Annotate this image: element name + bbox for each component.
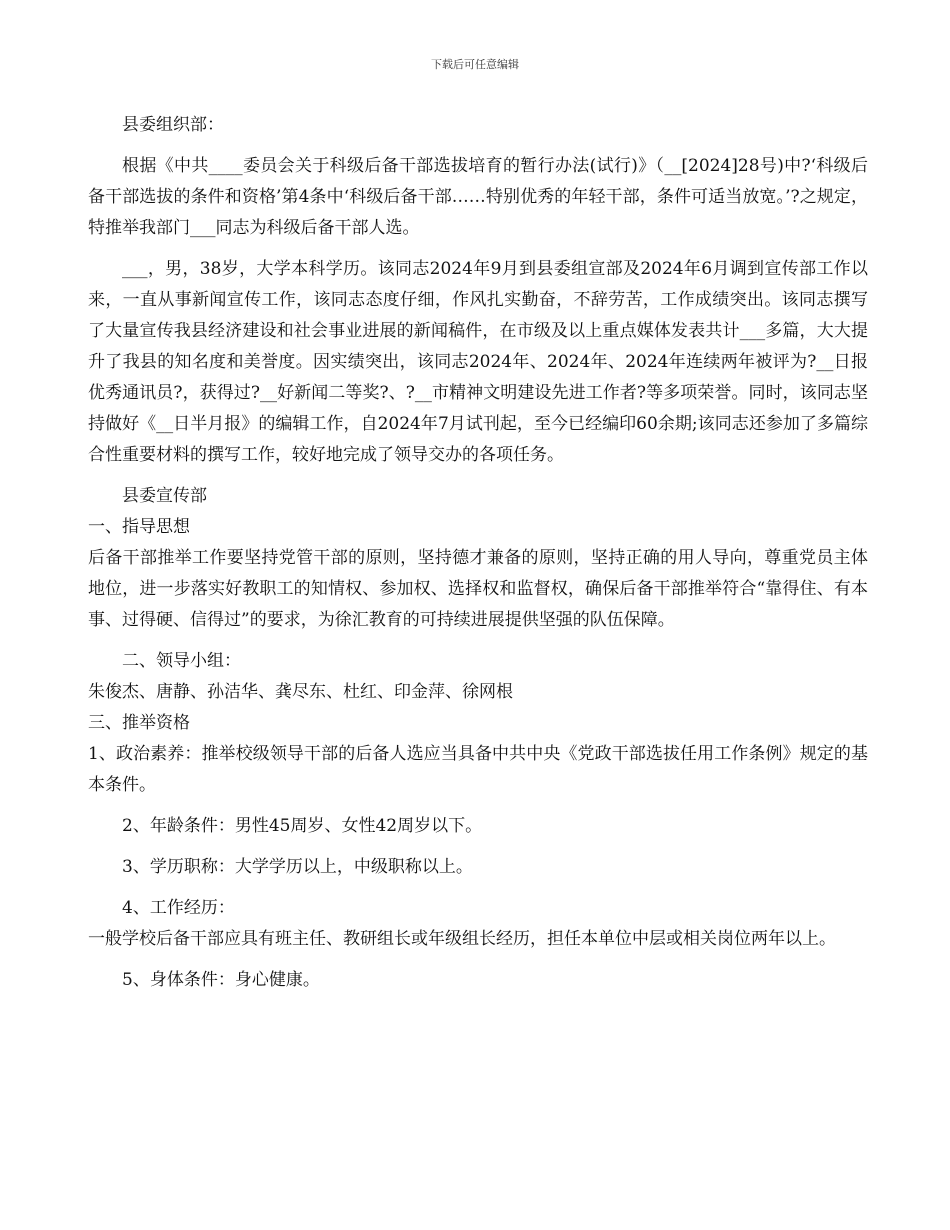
section-guiding-ideology-text: 后备干部推举工作要坚持党管干部的原则，坚持德才兼备的原则，坚持正确的用人导向，尊重党员主体地位，进一步落实好教职工的知情权、参加权、选择权和监督权，确保后备干部推举符合“靠得住、有本事、过得硬、信得过”的要求，为徐汇教育的可持续进展提供坚强的队伍保障。 — [88, 548, 868, 630]
page-header-note: 下载后可任意编辑 — [431, 58, 519, 71]
section-leadership-group-members: 朱俊杰、唐静、孙洁华、龚尽东、杜红、印金萍、徐网根 — [88, 682, 513, 702]
qualification-education: 3、学历职称：大学学历以上，中级职称以上。 — [122, 857, 473, 877]
qualification-work-title: 4、工作经历： — [122, 898, 235, 918]
paragraph-candidate-profile: ___，男，38岁，大学本科学历。该同志2024年9月到县委组宣部及2024年6月调到宣传部工作以来，一直从事新闻宣传工作，该同志态度仔细，作风扎实勤奋，不辞劳苦，工作成绩突出。该同志撰写了大量宣传我县经济建设和社会事业进展的新闻稿件，在市级及以上重点媒体发表共计___多篇，大大提升了我县的知名度和美誉度。因实绩突出，该同志2024年、2024年、2024年连续两年被评为?__日报优秀通讯员?，获得过?__好新闻二等奖?、?__市精神文明建设先进工作者?等多项荣誉。同时，该同志坚持做好《__日半月报》的编辑工作，自2024年7月试刊起，至今已经编印60余期;该同志还参加了多篇综合性重要材料的撰写工作，较好地完成了领导交办的各项任务。 — [88, 259, 868, 465]
section-guiding-ideology-title: 一、指导思想 — [88, 517, 190, 537]
qualification-work-text: 一般学校后备干部应具有班主任、教研组长或年级组长经历，担任本单位中层或相关岗位两年以上。 — [88, 929, 836, 949]
qualification-political: 1、政治素养：推举校级领导干部的后备人选应当具备中共中央《党政干部选拔任用工作条例》规定的基本条件。 — [88, 744, 868, 795]
qualification-age: 2、年龄条件：男性45周岁、女性42周岁以下。 — [122, 816, 483, 836]
paragraph-recommendation: 根据《中共____委员会关于科级后备干部选拔培育的暂行办法(试行)》（__[2024]28号)中?‘科级后备干部选拔的条件和资格’第4条中‘科级后备干部……特别优秀的年轻干部，条件可适当放宽。’?之规定，特推举我部门___同志为科级后备干部人选。 — [88, 156, 868, 238]
document-body — [88, 110, 868, 996]
salutation: 县委组织部： — [122, 115, 224, 135]
qualification-health: 5、身体条件：身心健康。 — [122, 970, 320, 990]
section-qualifications-title: 三、推举资格 — [88, 713, 190, 733]
signature: 县委宣传部 — [122, 486, 207, 506]
section-leadership-group-title: 二、领导小组： — [122, 651, 241, 671]
